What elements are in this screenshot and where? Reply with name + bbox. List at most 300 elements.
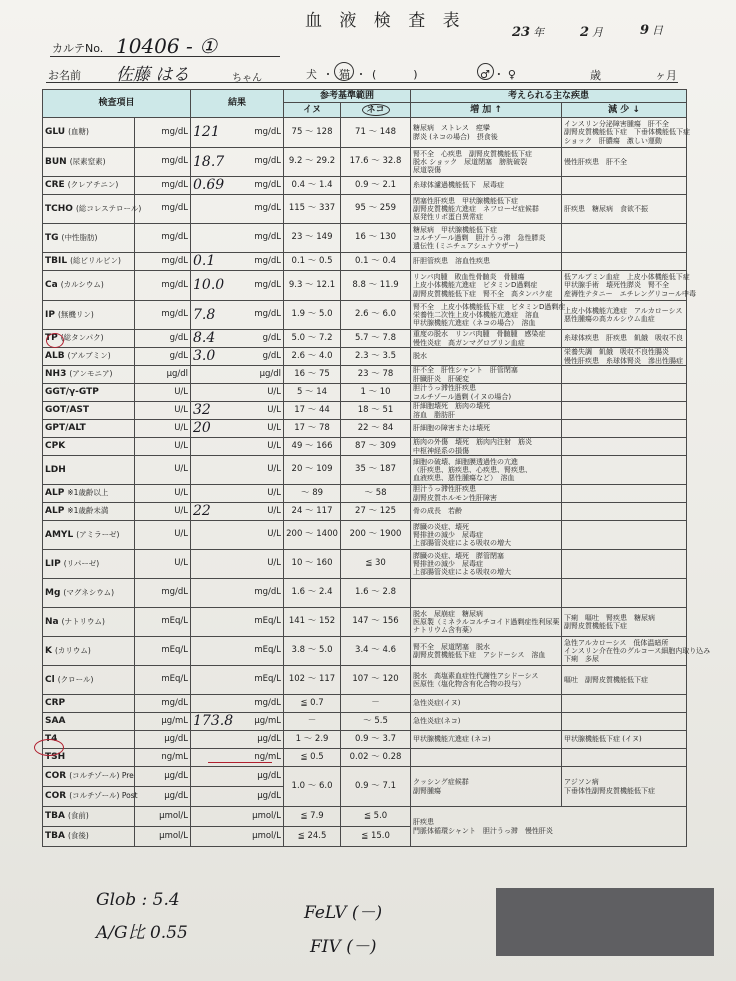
item-unit: U/L [135, 456, 191, 485]
item-subname: (アンモニア) [69, 369, 113, 379]
table-row [43, 579, 687, 608]
table-row [43, 366, 687, 384]
increase-causes [411, 666, 562, 695]
item-name [43, 177, 135, 195]
result-value: 10.0 [193, 277, 225, 294]
cause-line: クッシング症候群 [413, 778, 469, 787]
ref-cat: ≦ 30 [341, 550, 411, 579]
fiv-note: FIV (－) [310, 937, 377, 957]
item-unit: U/L [135, 420, 191, 438]
item-name [43, 271, 135, 301]
table-row [43, 550, 687, 579]
decrease-causes [562, 579, 687, 608]
result-cell [191, 301, 284, 330]
cause-line: 腎不全 上皮小体機能低下症 ビタミンD過剰症 [413, 302, 566, 311]
cause-line: 副腎皮質機能低下症 [564, 622, 628, 630]
cause-line: 重度の脱水 リンパ肉腫 骨髄腫 感染症 [413, 330, 546, 339]
result-unit: U/L [267, 440, 282, 451]
item-name [43, 384, 135, 402]
table-row [43, 420, 687, 438]
item-unit: mg/dL [135, 253, 191, 271]
increase-causes [411, 330, 562, 348]
cause-line: 慢性炎症 高ガンマグロブリン血症 [413, 338, 525, 347]
table-row [43, 713, 687, 731]
item-subname: (クロール) [57, 674, 94, 684]
ref-dog: ≦ 0.7 [284, 695, 341, 713]
item-name [43, 438, 135, 456]
cause-line: 産褥性テタニー エチレングリコール中毒 [564, 289, 696, 298]
increase-causes [411, 749, 562, 767]
ref-cat: ～ 5.5 [341, 713, 411, 731]
item-unit: μmol/L [135, 807, 191, 827]
ref-cat: 2.6 ～ 6.0 [341, 301, 411, 330]
table-row [43, 749, 687, 767]
item-name [43, 402, 135, 420]
tp-mark-circle [46, 333, 64, 348]
item-name [43, 148, 135, 177]
cause-line: 糸球体濾過機能低下 尿毒症 [413, 181, 505, 190]
item-code: TG [45, 232, 59, 243]
result-cell [191, 348, 284, 366]
ref-dog: 5.0 ～ 7.2 [284, 330, 341, 348]
result-cell [191, 749, 284, 767]
item-unit: U/L [135, 503, 191, 521]
result-unit: U/L [267, 529, 282, 540]
result-unit: mg/dL [254, 179, 282, 190]
item-unit: U/L [135, 384, 191, 402]
name-underline [46, 82, 678, 83]
item-name [43, 787, 138, 807]
ref-dog: － [284, 713, 341, 731]
result-unit: mg/dL [254, 232, 282, 243]
cause-line: 慢性肝疾患 肝不全 [564, 157, 628, 166]
item-name [43, 420, 135, 438]
item-unit: U/L [135, 550, 191, 579]
result-cell [191, 224, 284, 253]
increase-causes [411, 148, 562, 177]
decrease-causes [562, 608, 687, 637]
result-cell [191, 456, 284, 485]
table-row [43, 456, 687, 485]
result-cell [191, 485, 284, 503]
increase-causes [411, 485, 562, 503]
item-subname: (食前) [67, 811, 89, 821]
cause-line: 上部腸管炎症による吸収の増大 [413, 568, 512, 577]
cause-line: （肝疾患、筋疾患、心疾患、腎疾患、 [413, 465, 533, 474]
result-value: 32 [193, 402, 211, 419]
ref-cat: － [341, 695, 411, 713]
date-day: 9 日 [640, 23, 664, 38]
item-subname: ※1歳齢以上 [67, 488, 109, 498]
cause-line: 副腎腫瘍 [413, 786, 442, 795]
result-value: 8.4 [193, 330, 216, 347]
decrease-causes [562, 420, 687, 438]
ref-dog: 141 ～ 152 [284, 608, 341, 637]
result-unit: mg/dL [254, 126, 282, 137]
result-unit: mEq/L [254, 616, 282, 627]
ref-cat: ～ 58 [341, 485, 411, 503]
table-row [43, 731, 687, 749]
increase-causes [411, 438, 562, 456]
cause-line: 上皮小体機能亢進症 ビタミンD過剰症 [413, 281, 538, 290]
cause-line: 閉塞性肝疾患 甲状腺機能低下症 [413, 196, 519, 205]
result-cell [191, 195, 284, 224]
col-result: 結果 [191, 90, 284, 118]
result-unit: mg/dL [254, 309, 282, 320]
item-name [43, 485, 135, 503]
result-value: 7.8 [193, 306, 216, 323]
ref-dog: 16 ～ 75 [284, 366, 341, 384]
ref-dog: 17 ～ 78 [284, 420, 341, 438]
date-month: 2 月 [580, 25, 604, 40]
item-subname: (無機リン) [57, 309, 94, 319]
ref-dog: 9.2 ～ 29.2 [284, 148, 341, 177]
item-code: SAA [45, 716, 66, 727]
cause-line: 下痢 嘔吐 腎疾患 糖尿病 [564, 613, 656, 622]
item-code: TBIL [45, 256, 68, 267]
cause-line: 胆汁うっ滞性肝疾患 [413, 384, 477, 393]
decrease-causes [562, 637, 711, 666]
ref-cat: 95 ～ 259 [341, 195, 411, 224]
ref-cat: 22 ～ 84 [341, 420, 411, 438]
result-cell [191, 827, 284, 847]
item-code: Cl [45, 674, 55, 685]
item-code: ALP [45, 506, 65, 517]
result-cell [191, 608, 284, 637]
result-unit: μmol/L [252, 830, 282, 841]
item-unit: mg/dL [135, 195, 191, 224]
cause-line: 中枢神経系の損傷 [413, 446, 470, 455]
item-unit: U/L [135, 438, 191, 456]
item-name [43, 503, 135, 521]
item-unit: μmol/L [135, 827, 191, 847]
cause-line: インスリン介在性のグルコース細胞内取り込み [564, 646, 711, 655]
item-name [43, 253, 135, 271]
result-cell [191, 118, 284, 148]
item-code: TCHO [45, 203, 73, 214]
result-unit: μg/dL [257, 790, 282, 801]
item-code: CPK [45, 441, 66, 452]
increase-causes [411, 807, 687, 847]
cause-line: 副腎皮質ホルモン性肝障害 [413, 493, 498, 502]
result-unit: U/L [267, 386, 282, 397]
increase-causes [411, 384, 562, 402]
result-cell [191, 713, 284, 731]
sex-options: ♂ ・ ♀ [480, 68, 516, 81]
item-code: LDH [45, 464, 66, 475]
ref-cat: 107 ～ 120 [341, 666, 411, 695]
item-code: COR [45, 771, 67, 782]
result-cell [191, 402, 284, 420]
result-cell [191, 271, 284, 301]
decrease-causes [562, 485, 687, 503]
cause-line: 上部腸管炎症による吸収の増大 [413, 539, 512, 548]
result-cell [191, 330, 284, 348]
increase-causes [411, 579, 562, 608]
cause-line: 遺伝性 (ミニチュアシュナウザー) [413, 242, 519, 251]
increase-causes [411, 195, 562, 224]
item-unit: g/dL [135, 330, 191, 348]
cause-line: ナトリウム含有薬） [413, 626, 476, 635]
item-code: ALB [45, 351, 65, 362]
result-unit: U/L [267, 422, 282, 433]
item-unit: mg/dL [135, 118, 191, 148]
cause-line: 脱水 [413, 352, 428, 361]
increase-causes [411, 348, 562, 366]
item-name [43, 767, 135, 787]
decrease-causes [562, 503, 687, 521]
ref-dog: 200 ～ 1400 [284, 521, 341, 550]
col-decrease: 減 少 ↓ [562, 103, 687, 118]
result-cell [191, 550, 284, 579]
result-unit: mg/dL [254, 156, 282, 167]
item-code: T4 [45, 734, 58, 745]
item-subname: (総タンパク) [60, 333, 104, 343]
cause-line: コルチゾール過剰 (イヌの場合) [413, 392, 512, 401]
result-value: 22 [193, 503, 211, 520]
cause-line: 腎不全 尿道閉塞 脱水 [413, 642, 491, 651]
item-name [43, 827, 135, 847]
cause-line: 糖尿病 甲状腺機能低下症 [413, 225, 498, 234]
cause-line: 医原製（ミネラルコルチコイド過剰症性利尿薬 [413, 617, 560, 626]
decrease-causes [562, 301, 687, 330]
item-name [43, 550, 135, 579]
result-unit: U/L [267, 404, 282, 415]
cause-line: コルチゾール過剰 胆汁うっ滞 急性膵炎 [413, 233, 546, 242]
ref-cat: 5.7 ～ 7.8 [341, 330, 411, 348]
table-row [43, 348, 687, 366]
ref-cat: 71 ～ 148 [341, 118, 411, 148]
ref-dog: 3.8 ～ 5.0 [284, 637, 341, 666]
item-unit: mg/dL [135, 224, 191, 253]
table-row [43, 608, 687, 637]
age-unit: 歳 [590, 69, 601, 82]
result-unit: μg/mL [254, 715, 282, 726]
cause-line: 副腎皮質機能低下症 下垂体機能低下症 [564, 128, 691, 137]
ref-dog: 49 ～ 166 [284, 438, 341, 456]
table-row [43, 224, 687, 253]
col-ref-range: 参考基準範囲 [284, 90, 411, 103]
cause-line: 栄養性二次性上皮小体機能亢進症 溶血 [413, 310, 540, 319]
ref-cat: 27 ～ 125 [341, 503, 411, 521]
cause-line: 副腎皮質機能低下症 アシドーシス 溶血 [413, 651, 546, 659]
result-cell [191, 366, 284, 384]
decrease-causes [562, 148, 687, 177]
cause-line: 上皮小体機能亢進症 アルカローシス [564, 306, 683, 315]
increase-causes [411, 503, 562, 521]
item-subname: (アミラーゼ) [76, 529, 120, 539]
result-cell [191, 807, 284, 827]
result-cell [191, 177, 284, 195]
table-row [43, 118, 687, 148]
item-name [43, 713, 135, 731]
increase-causes [411, 177, 562, 195]
result-value: 121 [193, 124, 220, 141]
ref-dog: 115 ～ 337 [284, 195, 341, 224]
cause-line: 嘔吐 副腎皮質機能低下症 [564, 675, 649, 684]
result-cell [191, 695, 284, 713]
ref-dog: 10 ～ 160 [284, 550, 341, 579]
ref-cat: 18 ～ 51 [341, 402, 411, 420]
table-row [43, 177, 687, 195]
item-unit: mg/dL [135, 695, 191, 713]
item-name [43, 637, 135, 666]
item-subname: (コルチゾール) Post [69, 791, 138, 801]
increase-causes [411, 695, 562, 713]
item-unit: U/L [135, 402, 191, 420]
item-code: GGT/γ-GTP [45, 387, 99, 398]
table-row [43, 384, 687, 402]
month-age-unit: ヶ月 [655, 69, 677, 82]
decrease-causes [562, 402, 687, 420]
table-row [43, 330, 687, 348]
table-row [43, 402, 687, 420]
felv-note: FeLV (－) [304, 903, 383, 923]
table-row [43, 148, 687, 177]
cause-line: 急性炎症(ネコ) [413, 717, 461, 726]
cause-line: 肝細胞の障害または壊死 [413, 424, 491, 433]
decrease-causes [562, 550, 687, 579]
result-cell [191, 666, 284, 695]
ref-cat: 1.6 ～ 2.8 [341, 579, 411, 608]
item-code: COR [45, 791, 67, 802]
ref-dog: 75 ～ 128 [284, 118, 341, 148]
item-subname: (マグネシウム) [63, 587, 115, 597]
item-code: TBA [45, 811, 65, 822]
decrease-causes [562, 224, 687, 253]
cause-line: 下垂体性副腎皮質機能低下症 [564, 786, 656, 795]
cause-line: 副腎皮質機能亢進症 ネフローゼ症候群 [413, 204, 539, 213]
cause-line: 腎不全 心疾患 副腎皮質機能低下症 [413, 149, 533, 158]
result-value: 18.7 [193, 153, 225, 170]
ref-dog: 1 ～ 2.9 [284, 731, 341, 749]
ref-cat: 17.6 ～ 32.8 [341, 148, 411, 177]
item-name [43, 456, 135, 485]
ref-dog: ≦ 0.5 [284, 749, 341, 767]
decrease-causes [562, 731, 687, 749]
ref-dog: 102 ～ 117 [284, 666, 341, 695]
result-unit: U/L [267, 505, 282, 516]
item-code: GLU [45, 127, 66, 138]
item-name [43, 579, 135, 608]
result-cell [191, 503, 284, 521]
cause-line: 下痢 多尿 [564, 655, 600, 664]
item-code: K [45, 645, 52, 656]
ref-dog: 0.4 ～ 1.4 [284, 177, 341, 195]
ref-cat: 0.1 ～ 0.4 [341, 253, 411, 271]
cause-line: 慢性肝疾患 糸球体腎炎 滲出性腸症 [564, 356, 684, 365]
glob-note: Glob : 5.4 [96, 890, 180, 910]
increase-causes [411, 224, 562, 253]
result-unit: U/L [267, 558, 282, 569]
item-code: LIP [45, 558, 61, 569]
decrease-causes [562, 767, 687, 807]
result-unit: U/L [267, 487, 282, 498]
karte-underline [50, 56, 280, 57]
item-unit: μg/dL [135, 731, 191, 749]
cause-line: 肝臓肝炎 肝硬変 [413, 374, 470, 383]
ref-cat: 0.9 ～ 3.7 [341, 731, 411, 749]
increase-causes [411, 118, 562, 148]
item-subname: (中性脂肪) [61, 232, 98, 242]
ref-dog: 1.0 ～ 6.0 [284, 767, 341, 807]
table-row [43, 253, 687, 271]
cause-line: 急性アルカローシス 低体温暗所 [564, 638, 669, 647]
increase-causes [411, 731, 562, 749]
saa-result-underline [208, 762, 272, 763]
decrease-causes [562, 366, 687, 384]
cause-line: 肝不全 肝性シャント 肝管閉塞 [413, 366, 518, 375]
decrease-causes [562, 456, 687, 485]
result-cell [191, 148, 284, 177]
item-unit: mEq/L [135, 666, 191, 695]
name-suffix: ちゃん [232, 73, 262, 84]
result-cell [191, 767, 284, 787]
item-code: TP [45, 333, 58, 344]
decrease-causes [562, 749, 687, 767]
item-subname: (クレアチニン) [67, 180, 119, 190]
ref-cat: 2.3 ～ 3.5 [341, 348, 411, 366]
ref-cat: ≦ 5.0 [341, 807, 411, 827]
sex-male-circle [477, 63, 494, 80]
col-dog: イヌ [284, 103, 341, 118]
result-value: 173.8 [193, 713, 234, 730]
increase-causes [411, 402, 562, 420]
result-cell [191, 579, 284, 608]
cause-line: 甲状腺機能亢進症 (ネコ) [413, 735, 491, 744]
lab-results-table [42, 89, 711, 847]
ref-cat: 147 ～ 156 [341, 608, 411, 637]
ref-cat: 35 ～ 187 [341, 456, 411, 485]
result-unit: μg/dL [257, 770, 282, 781]
table-row [43, 503, 687, 521]
decrease-causes [562, 695, 687, 713]
item-unit: mg/dL [135, 579, 191, 608]
cause-line: 細胞の破壊、細胞膜透過性の亢進 [413, 457, 519, 466]
ref-cat: 16 ～ 130 [341, 224, 411, 253]
saa-mark-circle [34, 739, 64, 756]
ref-dog: 17 ～ 44 [284, 402, 341, 420]
result-unit: ng/mL [254, 751, 282, 762]
item-code: IP [45, 309, 55, 320]
decrease-causes [562, 384, 687, 402]
result-unit: mg/dL [254, 203, 282, 214]
cause-line: 尿道裂傷 [413, 166, 442, 175]
item-code: ALP [45, 488, 65, 499]
ref-dog: 9.3 ～ 12.1 [284, 271, 341, 301]
report-title: 血 液 検 査 表 [305, 11, 466, 31]
decrease-causes [562, 253, 687, 271]
cause-line: リンパ肉腫 敗血性骨髄炎 骨腫瘍 [413, 273, 525, 282]
item-unit: μg/dL [135, 787, 191, 807]
col-item: 検査項目 [43, 90, 191, 118]
item-subname: (血糖) [68, 127, 89, 137]
item-name [43, 608, 135, 637]
item-code: AMYL [45, 529, 74, 540]
increase-causes [411, 637, 562, 666]
item-name [43, 366, 135, 384]
decrease-causes [562, 713, 687, 731]
item-subname: (リパーゼ) [63, 558, 100, 568]
cause-line: 脱水 尿崩症 糖尿病 [413, 609, 484, 618]
item-name [43, 301, 135, 330]
result-value: 0.1 [193, 253, 216, 270]
ref-dog: 20 ～ 109 [284, 456, 341, 485]
table-row [43, 301, 687, 330]
cause-line: 低アルブミン血症 上皮小体機能低下症 [564, 273, 690, 282]
cause-line: 脱水 高塩素血症性代謝性アシドーシス [413, 671, 539, 680]
cause-line: 膵炎 (ネコの場合) 摂食後 [413, 132, 498, 141]
